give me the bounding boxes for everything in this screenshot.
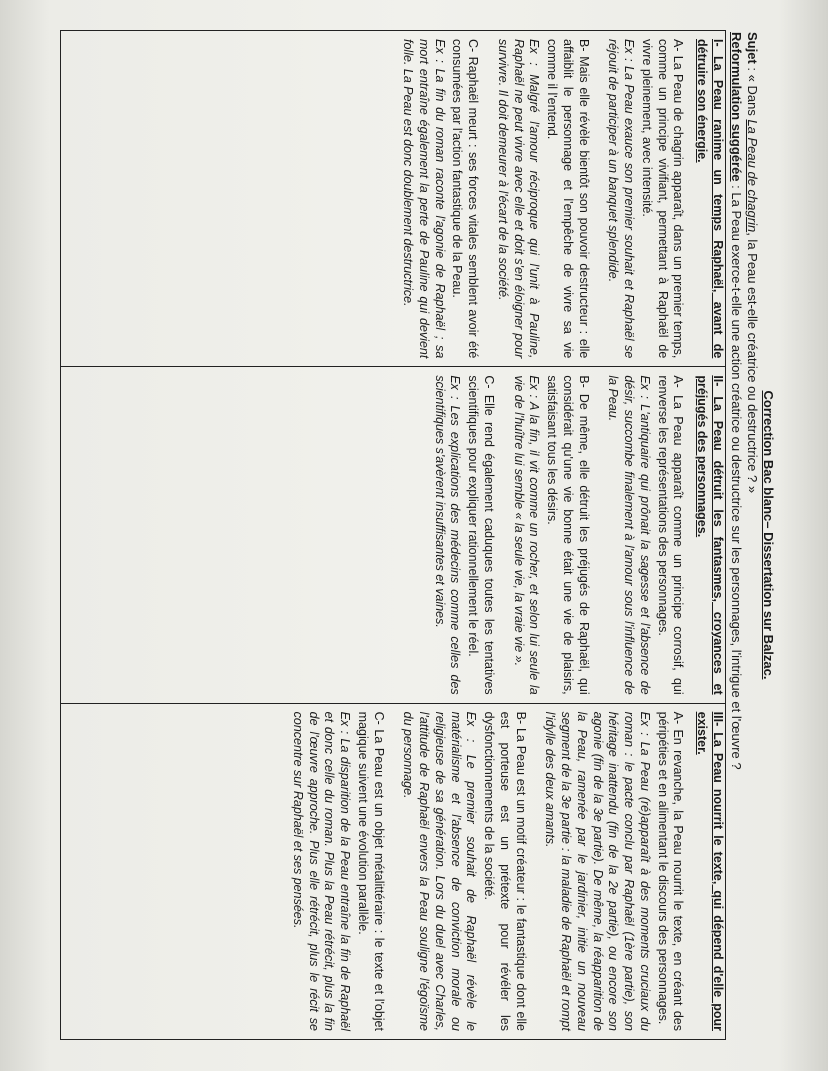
subpart-example: Ex : L'antiquaire qui prônait la sagesse et l'absence de désir, succombe finalement à l'amour sous l'influence de la Peau.	[606, 375, 652, 695]
column-heading: I- La Peau ranime un temps Raphaël, avant de détruire son énergie.	[695, 39, 725, 359]
column-heading: II- La Peau détruit les fantasmes, croyances et préjugés des personnages.	[695, 375, 725, 695]
subpart-example: Ex : La fin du roman raconte l'agonie de Raphaël ; sa mort entraîne également la perte de Pauline qui devient folle. La Peau est donc doublement destructrice.	[401, 39, 447, 359]
subpart-text: B- De même, elle détruit les préjugés de Raphaël, qui considérait qu'une vie bonne était une vie de plaisirs, satisfaisant tous les désirs.	[545, 375, 591, 695]
subpart-example: Ex : Malgré l'amour réciproque qui l'unit à Pauline, Raphaël ne peut vivre avec elle et doit s'en éloigner pour survivre. Il doit demeurer à l'écart de la société.	[496, 39, 542, 359]
subpart-example: Ex : La disparition de la Peau entraîne la fin de Raphaël et donc celle du roman. Plus la Peau rétrécit, plus la fin de l'œuvre approche. Plus elle rétrécit, plus le récit se concentre sur Raphaël et ses pensées.	[291, 711, 353, 1031]
plan-table	[60, 30, 726, 1040]
book-title: La Peau de chagrin	[745, 119, 760, 233]
subpart-text: B- La Peau est un motif créateur : le fantastique dont elle est porteuse est un prétexte pour révéler les dysfonctionnements de la société.	[482, 711, 528, 1031]
subpart-text: C- Raphaël meurt : ses forces vitales semblent avoir été consumées par l'action fantastique de la Peau.	[450, 39, 481, 359]
subpart-example: Ex : Le premier souhait de Raphaël révèle le matérialisme et l'absence de conviction morale ou religieuse de sa génération. Lors du duel avec Charles, l'attitude de Raphaël envers la Peau souligne l'égoïsme du personnage.	[401, 711, 479, 1031]
subpart-text: A- La Peau de chagrin apparaît, dans un premier temps, comme un principe vivifiant, permettant à Raphaël de vivre pleinement, avec intensité.	[640, 39, 686, 359]
document-title: Correction Bac blanc– Dissertation sur Balzac.	[761, 390, 776, 680]
column-heading: III- La Peau nourrit le texte, qui dépend d'elle pour exister.	[695, 711, 725, 1031]
subject-line	[744, 32, 760, 1032]
reformulation-label: Reformulation suggérée	[729, 32, 744, 182]
column-part-3	[61, 704, 725, 1039]
subpart-example: Ex : La Peau exauce son premier souhait et Raphaël se réjouit de participer à un banquet splendide.	[606, 39, 637, 359]
reformulation-line	[728, 32, 744, 1032]
column-part-2	[61, 367, 725, 703]
subpart-example: Ex : La Peau (ré)apparaît à des moments cruciaux du roman : le pacte conclu par Raphaël (1ère partie), son héritage inattendu (fin de la 2e partie), ou encore son agonie (fin de la 3e partie). De même, la réapparition de la Peau, ramenée par le jardinier, initie un nouveau segment de la 3e partie : la maladie de Raphaël et rompt l'idylle des deux amants.	[543, 711, 652, 1031]
subject-text-after: , la Peau est-elle créatrice ou destructrice ? »	[745, 232, 760, 494]
subpart-example: Ex : A la fin, il vit comme un rocher, et selon lui seule la vie de l'huître lui semble « la seule vie, la vraie vie ».	[511, 375, 542, 695]
subject-label: Sujet	[745, 32, 760, 64]
subpart-text: B- Mais elle révèle bientôt son pouvoir destructeur : elle affaiblit le personnage et l'empêche de vivre sa vie comme il l'entend.	[545, 39, 591, 359]
subpart-text: C- La Peau est un objet métalittéraire : le texte et l'objet magique suivent une évolution parallèle.	[356, 711, 386, 1031]
subpart-example: Ex : Les explications des médecins comme celles des scientifiques s'avèrent insuffisantes et vaines.	[432, 375, 463, 695]
rotated-document	[46, 20, 782, 1050]
subpart-text: C- Elle rend également caduques toutes les tentatives scientifiques pour expliquer rationnellement le réel.	[466, 375, 496, 695]
subject-text-before: : « Dans	[745, 63, 760, 120]
reformulation-text: : La Peau exerce-t-elle une action créatrice ou destructrice sur les personnages, l'intrigue et l'œuvre ?	[729, 181, 744, 770]
subpart-text: A- La Peau apparaît comme un principe corrosif, qui renverse les représentations des personnages.	[655, 375, 686, 695]
subpart-text: A- En revanche, la Peau nourrit le texte, en créant des péripéties et en alimentant le discours des personnages.	[655, 711, 686, 1031]
column-part-1	[61, 31, 725, 367]
